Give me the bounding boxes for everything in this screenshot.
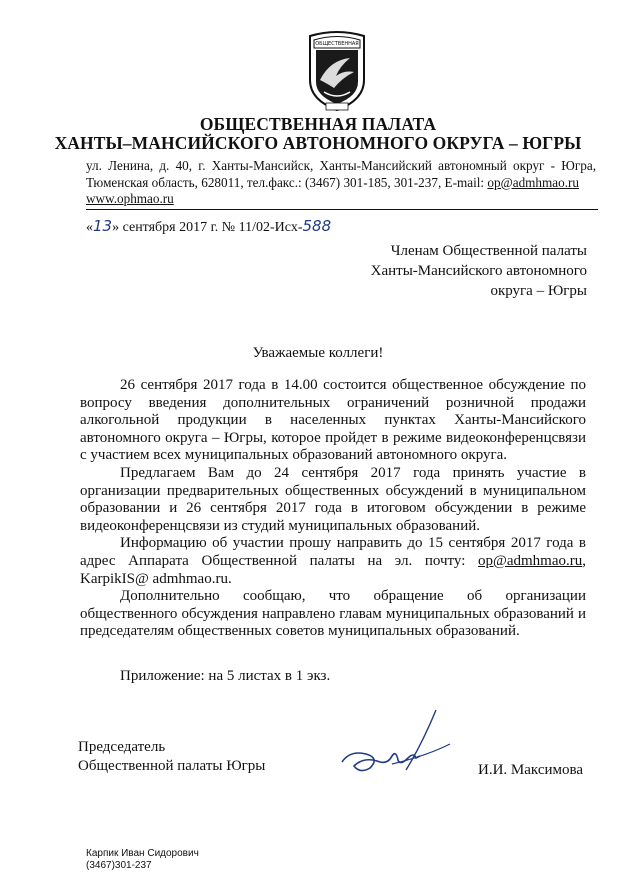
letter-reference [86, 217, 331, 236]
greeting: Уважаемые коллеги! [252, 345, 384, 361]
body-paragraph-2: Предлагаем Вам до 24 сентября 2017 года принять участие в организации предварительных общественных обсуждений в муниципальном образовании и 26 сентября 2017 года в итоговом обсуждении в режиме видеоконференцсвязи из студий муниципальных образований. [80, 464, 586, 534]
p3-text: Информацию об участии прошу направить до 15 сентября 2017 года в адрес Аппарата Общественной палаты на эл. почту: [80, 535, 586, 569]
signatory-title [78, 738, 265, 776]
p3-email-2[interactable]: KarpikIS@ admhmao.ru. [80, 570, 232, 587]
website-link[interactable]: www.ophmao.ru [86, 191, 174, 206]
signatory-title-line2: Общественной палаты Югры [78, 758, 266, 774]
addressee-line3: округа – Югры [490, 283, 587, 299]
body-paragraph-4: Дополнительно сообщаю, что обращение об организации общественного обсуждения направлено главам муниципальных образований и председателям общественных советов муниципальных образований. [80, 588, 586, 640]
p3-email-1[interactable]: op@admhmao.ru [478, 552, 583, 569]
executor-phone: (3467)301-237 [86, 860, 152, 871]
p3-separator: , [582, 552, 586, 569]
attachment-note: Приложение: на 5 листах в 1 экз. [120, 668, 331, 684]
org-name-line1: ОБЩЕСТВЕННАЯ ПАЛАТА [199, 114, 437, 134]
ref-day-handwritten: 13 [93, 217, 113, 235]
executor-name: Карпик Иван Сидорович [86, 848, 199, 859]
body-paragraph-1: 26 сентября 2017 года в 14.00 состоится общественное обсуждение по вопросу введения дополнительных ограничений розничной продажи алкогольной продукции в населенных пунктах Ханты-Мансийского автономного округа – Югры, которое пройдет в режиме видеоконференцсвязи с участием всех муниципальных образований автономного округа. [80, 377, 586, 464]
handwritten-signature-icon [336, 704, 456, 784]
coat-of-arms-icon [306, 30, 368, 112]
addressee-line2: Ханты-Мансийского автономного [370, 263, 587, 279]
org-address [86, 158, 596, 208]
svg-text:ОБЩЕСТВЕННАЯ: ОБЩЕСТВЕННАЯ [315, 41, 359, 47]
signatory-name: И.И. Максимова [478, 762, 584, 778]
addressee-block [300, 241, 587, 301]
org-name-line2: ХАНТЫ–МАНСИЙСКОГО АВТОНОМНОГО ОКРУГА – ЮГРЫ [54, 133, 582, 153]
body-paragraph-3 [80, 535, 586, 588]
address-text: ул. Ленина, д. 40, г. Ханты-Мансийск, Ханты-Мансийский автономный округ - Югра, Тюменская область, 628011, тел.факс.: (3467) 301-185, 301-237, E-mail: [86, 158, 596, 190]
ref-text: » сентября 2017 г. № 11/02-Исх- [112, 220, 303, 235]
signatory-title-line1: Председатель [78, 739, 166, 755]
letter-body [80, 377, 586, 641]
header-divider [86, 209, 598, 210]
ref-quote-open: « [86, 220, 93, 235]
ref-number-handwritten: 588 [302, 217, 332, 235]
executor-info [86, 848, 199, 872]
email-link[interactable]: op@admhmao.ru [487, 174, 580, 190]
addressee-line1: Членам Общественной палаты [390, 243, 587, 259]
